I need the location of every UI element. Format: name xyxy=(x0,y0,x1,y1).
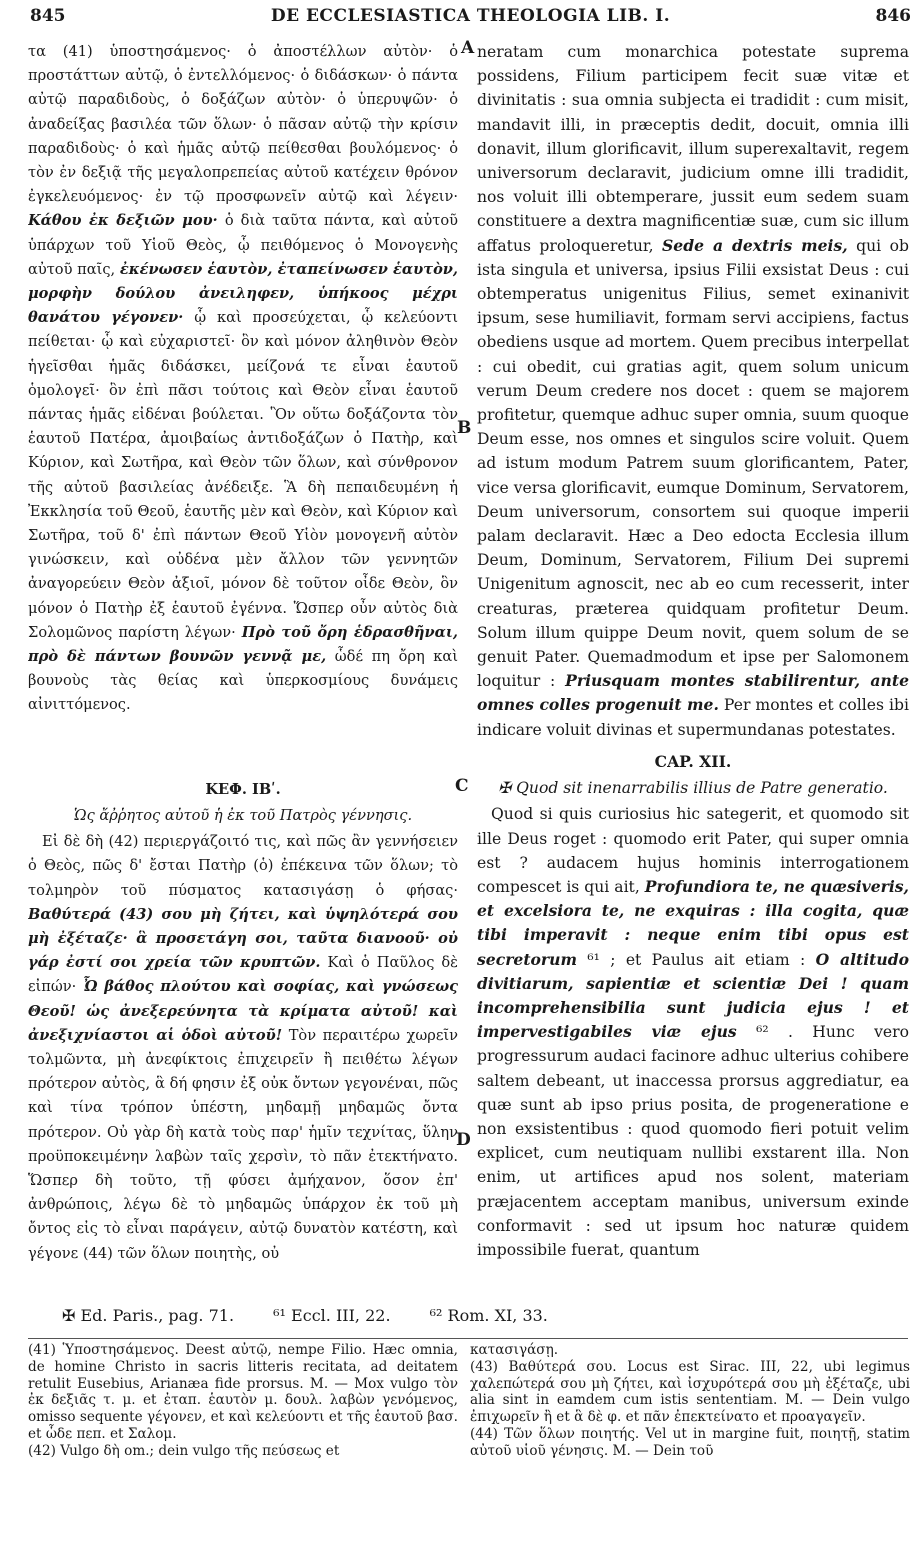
latin-paragraph-2: Quod si quis curiosius hic sategerit, et quomodo sit ille Deus roget : quomodo erit Pater, qui super omnia est ? audacem hujus hominis interrogationem compescet is qui ait, Profundiora te, ne quæsiveris, et excelsiora te, ne exquiras : illa cogita, quæ tibi imperavit : neque enim tibi opus est secretorum ⁶¹ ; et Paulus ait etiam : O altitudo divitiarum, sapientiæ et scientiæ Dei ! quam incomprehensibilia sunt judicia ejus ! et impervestigabiles viæ ejus ⁶² . Hunc vero progressurum audaci facinore adhuc ulterius cohibere saltem debeant, ut inaccessa prorsus aggrediatur, ea quæ sunt ab ipso prius posita, de progeneratione e non exsistentibus : quod quomodo fieri potuit velim explicet, cum neutiquam nullibi exstarent illa. Non enim, ut artifices apud nos solent, materiam præjacentem acceptam manibus, universum exinde conformavit : sed ut ipsum hoc naturæ quidem impossibile fuerat, quantum xyxy=(477,805,909,1259)
source-ref-61: ⁶¹ Eccl. III, 22. xyxy=(273,1306,391,1325)
source-references xyxy=(62,1306,902,1325)
footnote-41: (41) Ὑποστησάμενος. Deest αὐτῷ, nempe Filio. Hæc omnia, de homine Christo in sacris litteris recitata, ad deitatem retulit Eusebius, Arianæa fide prorsus. M. — Mox vulgo τὸν ἐκ δεξιᾶς τ. μ. et ἐταπ. ἑαυτὸν μ. δουλ. λαβὼν γενόμενος, omisso sequente γέγονεν, et καὶ κελεύοντι et τῆς ἑαυτοῦ βασ. et ὧδε πεπ. et Σαλομ. xyxy=(28,1342,458,1442)
margin-letter-b: B xyxy=(457,418,472,438)
footnote-42-continued: κατασιγάσῃ. xyxy=(470,1342,559,1358)
running-title: DE ECCLESIASTICA THEOLOGIA LIB. I. xyxy=(270,6,671,26)
footnote-42: (42) Vulgo δὴ om.; dein vulgo τῆς πεύσεως et xyxy=(28,1442,340,1459)
greek-chapter-title: Ὡς ἄῤῥητος αὐτοῦ ἡ ἐκ τοῦ Πατρὸς γέννησις. xyxy=(73,806,413,824)
page-number-right: 846 xyxy=(875,6,911,26)
latin-chapter-heading: CAP. XII. xyxy=(654,751,732,771)
greek-quote-1: Κάθου ἐκ δεξιῶν μου· xyxy=(28,212,218,230)
footnote-ref-61: ⁶¹ xyxy=(587,950,600,969)
latin-quote-1: Sede a dextris meis, xyxy=(662,235,848,255)
footnotes-right xyxy=(470,1342,910,1562)
footnote-44: (44) Τῶν ὅλων ποιητής. Vel ut in margine fuit, ποιητῇ, statim αὐτοῦ υἱοῦ γένησις. M. — Dein τοῦ xyxy=(470,1425,910,1459)
latin-column xyxy=(477,40,909,1300)
greek-paragraph-1: τα (41) ὑποστησάμενος· ὁ ἀποστέλλων αὐτὸν· ὁ προστάττων αὐτῷ, ὁ ἐντελλόμενος· ὁ διδάσκων· ὁ πάντα αὐτῷ παραδιδοὺς, ὁ δοξάζων αὐτὸν· ὁ ὑπερυψῶν· ὁ ἀναδείξας βασιλέα τῶν ὅλων· ὁ πᾶσαν αὐτῷ τὴν κρίσιν παραδιδοὺς· ὁ καὶ ἡμᾶς αὐτῷ πείθεσθαι βουλόμενος· ὁ τὸν ἐν δεξιᾷ τῆς μεγαλοπρεπείας αὐτοῦ κατέχειν θρόνον ἐγκελευόμενος· ἐν τῷ προσφωνεῖν αὐτῷ καὶ λέγειν· Κάθου ἐκ δεξιῶν μου· ὁ διὰ ταῦτα πάντα, καὶ αὐτοῦ ὑπάρχων τοῦ Υἱοῦ Θεὸς, ᾧ πειθόμενος ὁ Μονογενὴς αὐτοῦ παῖς, ἐκένωσεν ἑαυτὸν, ἐταπείνωσεν ἑαυτὸν, μορφὴν δούλου ἀνειληφεν, ὑπήκοος μέχρι θανάτου γέγονεν· ᾧ καὶ προσεύχεται, ᾧ κελεύοντι πείθεται· ᾧ καὶ εὐχαριστεῖ· ὃν καὶ μόνον ἀληθινὸν Θεὸν ἡγεῖσθαι ἡμᾶς διδάσκει, μείζονά τε εἶναι ἑαυτοῦ ὁμολογεῖ· ὃν ἐπὶ πᾶσι τούτοις καὶ Θεὸν εἶναι ἑαυτοῦ πάντας ἡμᾶς εἰδέναι βούλεται. Ὃν οὕτω δοξάζοντα τὸν ἑαυτοῦ Πατέρα, ἀμοιβαίως ἀντιδοξάζων ὁ Πατὴρ, καὶ Κύριον, καὶ Σωτῆρα, καὶ Θεὸν τῶν ὅλων, καὶ σύνθρονον τῆς αὐτοῦ βασιλείας ἀνέδειξε. Ἃ δὴ πεπαιδευμένη ἡ Ἐκκλησία τοῦ Θεοῦ, ἑαυτῆς μὲν καὶ Θεὸν, καὶ Κύριον καὶ Σωτῆρα, τοῦ δ' ἐπὶ πάντων Θεοῦ Υἱὸν μονογενῆ αὐτὸν γινώσκειν, καὶ οὐδένα μὲν ἄλλον τῶν γεννητῶν ἀναγορεύειν Θεὸν ἀξιοῖ, μόνον δὲ τοῦτον οἶδε Θεὸν, ὃν μόνον ὁ Πατὴρ ἐξ ἑαυτοῦ ἐγέννα. Ὥσπερ οὖν αὐτὸς διὰ Σολομῶνος παρίστη λέγων· Πρὸ τοῦ ὄρη ἑδρασθῆναι, πρὸ δὲ πάντων βουνῶν γεννᾷ με, ὧδέ πη ὄρη καὶ βουνοὺς τὰς θείας καὶ ὑπερκοσμίους δυνάμεις αἰνιττόμενος. xyxy=(28,43,458,714)
margin-letter-d: D xyxy=(456,1130,471,1150)
latin-paragraph-1: neratam cum monarchica potestate suprema possidens, Filium participem fecit suæ vitæ et divinitatis : sua omnia subjecta ei tradidit : cum misit, mandavit illi, in præceptis dedit, docuit, omnia illi donavit, illum glorificavit, illum superexaltavit, regem universorum declaravit, judicium omne illi tradidit, nos voluit illi obtemperare, jussit eum sedem suam constituere a dextra magnificentiæ suæ, cum sic illum affatus proloqueretur, Sede a dextris meis, qui ob ista singula et universa, ipsius Filii exsistat Deus : cui obtemperatus unigenitus Filius, semet exinanivit ipsum, sese humiliavit, formam servi accipiens, factus obediens usque ad mortem. Quem precibus interpellat : cui obedit, cui gratias agit, quem solum unicum verum Deum credere nos docet : quem se majorem profitetur, quemque adhuc super omnia, suum quoque Deum esse, nos omnes et singulos scire voluit. Quem ad istum modum Patrem suum glorificantem, Pater, vice versa glorificavit, eumque Dominum, Servatorem, Deum universorum, consortem sui quoque imperii palam declaravit. Hæc a Deo edocta Ecclesia illum Deum, Dominum, Servatorem, Filium Dei supremi Unigenitum agnoscit, nec ab eo cum recesserit, inter creaturas, præterea quidquam profitetur Deum. Solum illum quippe Deum novit, quem solum de se genuit Pater. Quemadmodum et ipse per Salomonem loquitur : Priusquam montes stabilirentur, ante omnes colles progenuit me. Per montes et colles ibi indicare voluit divinas et supermundanas potestates. xyxy=(477,43,909,739)
page-number-left: 845 xyxy=(30,6,66,26)
greek-quote-4: Βαθύτερά (43) σου μὴ ζήτει, καὶ ὑψηλότερά σου μὴ ἐξέταζε· ἃ προσετάγη σοι, ταῦτα διανοοῦ· οὐ γάρ ἐστί σοι χρεία τῶν κρυπτῶν. xyxy=(28,905,458,972)
footnotes-left xyxy=(28,1342,458,1562)
footnote-ref-62: ⁶² xyxy=(756,1023,769,1042)
source-ref-edition: ✠ Ed. Paris., pag. 71. xyxy=(62,1306,235,1325)
greek-chapter-heading: ΚΕΦ. ΙΒʹ. xyxy=(205,780,281,798)
greek-quote-5: Ὦ βάθος πλούτου καὶ σοφίας, καὶ γνώσεως Θεοῦ! ὡς ἀνεξερεύνητα τὰ κρίματα αὐτοῦ! καὶ ἀνεξιχνίαστοι αἱ ὁδοὶ αὐτοῦ! xyxy=(28,978,458,1044)
running-header xyxy=(30,6,911,32)
margin-letter-a: A xyxy=(461,38,475,58)
latin-quote-3: Profundiora te, ne quæsiveris, et excelsiora te, ne exquiras : illa cogita, quæ tibi imperavit : neque enim tibi opus est secretorum xyxy=(477,876,909,969)
greek-quote-3: Πρὸ τοῦ ὄρη ἑδρασθῆναι, πρὸ δὲ πάντων βουνῶν γεννᾷ με, xyxy=(28,623,458,666)
latin-quote-4: O altitudo divitiarum, sapientiæ et scientiæ Dei ! quam incomprehensibilia sunt judicia ejus ! et impervestigabiles viæ ejus xyxy=(477,949,909,1042)
greek-quote-2: ἐκένωσεν ἑαυτὸν, ἐταπείνωσεν ἑαυτὸν, μορφὴν δούλου ἀνειληφεν, ὑπήκοος μέχρι θανάτου γέγονεν· xyxy=(28,260,458,327)
latin-chapter-title: ✠ Quod sit inenarrabilis illius de Patre generatio. xyxy=(498,779,888,798)
footnote-divider xyxy=(28,1338,908,1339)
greek-paragraph-2: Εἰ δὲ δὴ (42) περιεργάζοιτό τις, καὶ πῶς ἂν γεννήσειεν ὁ Θεὸς, πῶς δ' ἔσται Πατὴρ (ὁ) ἐπέκεινα τῶν ὅλων; τὸ τολμηρὸν τοῦ πύσματος κατασιγάσῃ ὁ φήσας· Βαθύτερά (43) σου μὴ ζήτει, καὶ ὑψηλότερά σου μὴ ἐξέταζε· ἃ προσετάγη σοι, ταῦτα διανοοῦ· οὐ γάρ ἐστί σοι χρεία τῶν κρυπτῶν. Καὶ ὁ Παῦλος δὲ εἰπών· Ὦ βάθος πλούτου καὶ σοφίας, καὶ γνώσεως Θεοῦ! ὡς ἀνεξερεύνητα τὰ κρίματα αὐτοῦ! καὶ ἀνεξιχνίαστοι αἱ ὁδοὶ αὐτοῦ! Τὸν περαιτέρω χωρεῖν τολμῶντα, μὴ ἀνεφίκτοις ἐπιχειρεῖν ἢ πειθέτω λέγων πρότερον αὐτὸς, ἃ δή φησιν ἐξ οὐκ ὄντων γεγονέναι, πῶς καὶ τίνα τρόπον ὑπέστη, μηδαμῇ μηδαμῶς ὄντα πρότερον. Οὐ γὰρ δὴ κατὰ τοὺς παρ' ἡμῖν τεχνίτας, ὕλην προϋποκειμένην λαβὼν ταῖς χερσὶν, τὸ πᾶν ἐτεκτήνατο. Ὥσπερ δὴ τοῦτο, τῇ φύσει ἀμήχανον, ὅσον ἐπ' ἀνθρώποις, λέγω δὲ τὸ μηδαμῶς ὑπάρχον ἐκ τοῦ μὴ ὄντος εἰς τὸ εἶναι παράγειν, αὐτῷ δυνατὸν κατέστη, καὶ γέγονε (44) τῶν ὅλων ποιητὴς, οὐ xyxy=(28,833,458,1262)
margin-letter-c: C xyxy=(455,776,469,796)
greek-column xyxy=(28,40,458,1300)
source-ref-62: ⁶² Rom. XI, 33. xyxy=(429,1306,548,1325)
footnote-43: (43) Βαθύτερά σου. Locus est Sirac. III, 22, ubi legimus χαλεπώτερά σου μὴ ζήτει, καὶ ἰσχυρότερά σου μὴ ἐξέταζε, ubi alia sint in eamdem cum istis sententiam. M. — Dein vulgo ἐπιχωρεῖν ἢ et ἃ δὲ φ. et πᾶν ἐπεκτείνατο et προαγαγεῖν. xyxy=(470,1358,910,1426)
latin-quote-2: Priusquam montes stabilirentur, ante omnes colles progenuit me. xyxy=(477,671,909,715)
